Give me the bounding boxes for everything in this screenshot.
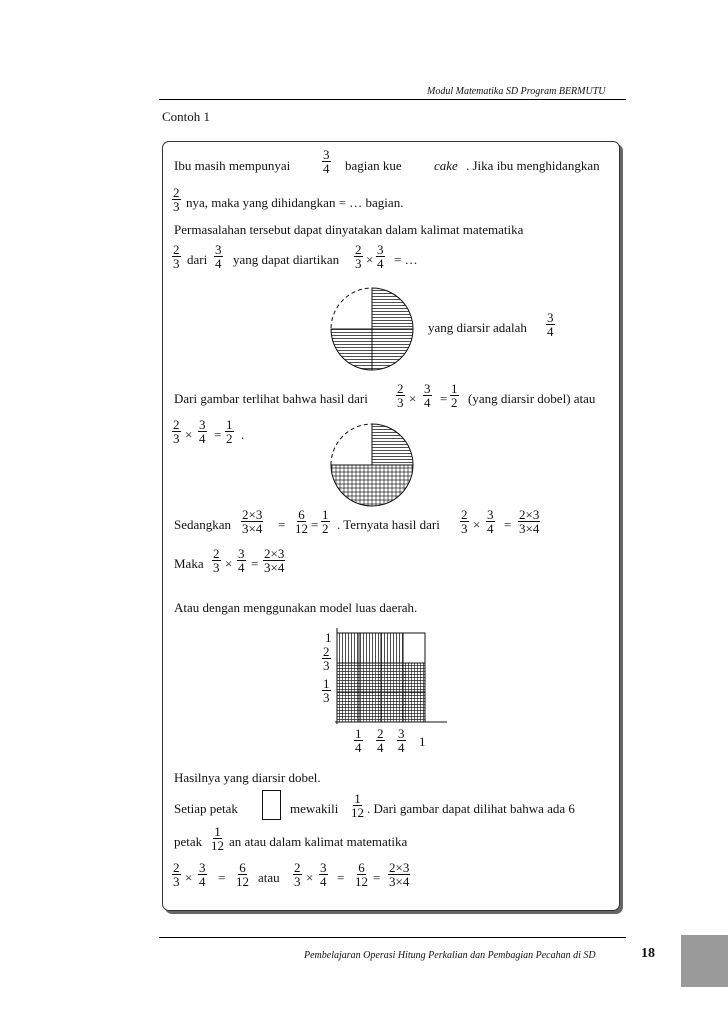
page-thumb-tab [681,935,728,987]
problem-line4-dari: dari [187,252,208,267]
problem-line1-d: . Jika ibu menghidangkan [466,158,600,173]
problem-line4-b: yang dapat diartikan [233,252,340,267]
fraction-2-3: $\frac{2}{3}$ [294,860,301,889]
sedangkan-mid: . Ternyata hasil dari [337,517,440,532]
fraction-3-4: $\frac{3}{4}$ [320,860,327,889]
circle-three-quarters-shaded [330,286,414,372]
fraction-2x3-3x4: $\frac{2\times 3}{3\times 4}$ [519,507,540,536]
fraction-6-12: $\frac{6}{12}$ [355,860,368,889]
equals-sign: = [440,391,448,406]
fraction-2x3-3x4: $\frac{2\times 3}{3\times 4}$ [389,860,410,889]
period: . [241,427,245,442]
sedangkan-word: Sedangkan [174,517,232,532]
equals-sign: = [214,427,222,442]
area-model-intro: Atau dengan menggunakan model luas daerah. [174,600,418,615]
fraction-2-3: $\frac{2}{3}$ [173,860,180,889]
axis-label-y-one: 1 [325,630,332,645]
equals-sign: = [311,517,319,532]
fraction-2-3: $\frac{2}{3}$ [461,507,468,536]
equals-sign: = [373,870,381,885]
times-sign: × [185,870,193,885]
fraction-2-3: $\frac{2}{3}$ [173,417,180,446]
times-sign: × [473,517,481,532]
fraction-1-12: $\frac{1}{12}$ [351,791,364,820]
conclusion-line1: Hasilnya yang diarsir dobel. [174,770,321,785]
section-title: Contoh 1 [162,109,211,124]
times-sign: × [225,556,233,571]
times-sign: × [306,870,314,885]
times-sign: × [366,252,374,267]
fraction-3-4: $\frac{3}{4}$ [238,546,245,575]
fraction-6-12: $\frac{6}{12}$ [295,507,308,536]
axis-label-x-one-quarter: $\frac{1}{4}$ [355,726,362,755]
equals-sign: = [504,517,512,532]
atau-word: atau [258,870,280,885]
fraction-2-3: $\frac{2}{3}$ [173,242,180,271]
area-model-grid [335,628,447,724]
problem-line1-a: Ibu masih mempunyai [174,158,291,173]
times-sign: × [409,391,417,406]
conclusion-petak: petak [174,834,203,849]
running-header: Modul Matematika SD Program BERMUTU [427,86,606,97]
fraction-3-4: $\frac{3}{4}$ [487,507,494,536]
axis-label-y-two-thirds: $\frac{2}{3}$ [323,644,330,673]
page-number: 18 [641,946,655,961]
axis-label-y-one-third: $\frac{1}{3}$ [323,676,330,705]
fraction-3-4: $\frac{3}{4}$ [323,147,330,176]
footer-text: Pembelajaran Operasi Hitung Perkalian dan Pembagian Pecahan di SD [304,950,596,961]
fraction-3-4: $\frac{3}{4}$ [547,310,554,339]
equals-sign: = [278,517,286,532]
unit-cell-box [262,790,281,820]
equals-sign: = [218,870,226,885]
equals-sign: = [251,556,259,571]
problem-line1-b: bagian kue [345,158,402,173]
shaded-label: yang diarsir adalah [428,320,527,335]
times-sign: × [185,427,193,442]
axis-label-x-three-quarters: $\frac{3}{4}$ [398,726,405,755]
problem-line3: Permasalahan tersebut dapat dinyatakan dalam kalimat matematika [174,222,524,237]
axis-label-x-two-quarters: $\frac{2}{4}$ [377,726,384,755]
fraction-3-4: $\frac{3}{4}$ [199,417,206,446]
fraction-1-2: $\frac{1}{2}$ [226,417,233,446]
fraction-2-3: $\frac{2}{3}$ [213,546,220,575]
problem-line4-d: = … [394,252,418,267]
footer-rule [159,937,626,938]
problem-line2: nya, maka yang dihidangkan = … bagian. [186,195,404,210]
fraction-6-12: $\frac{6}{12}$ [236,860,249,889]
fraction-2x3-3x4: $\frac{2\times 3}{3\times 4}$ [264,546,285,575]
fraction-2-3: $\frac{2}{3}$ [397,381,404,410]
circle-double-shaded [330,422,414,508]
fraction-2-3: $\frac{2}{3}$ [173,185,180,214]
fraction-3-4: $\frac{3}{4}$ [377,242,384,271]
fraction-2x3-3x4: $\frac{2\times 3}{3\times 4}$ [242,507,263,536]
maka-word: Maka [174,556,204,571]
problem-line1-cake: cake [434,158,458,173]
result-line-b: (yang diarsir dobel) atau [468,391,596,406]
fraction-3-4: $\frac{3}{4}$ [215,242,222,271]
fraction-3-4: $\frac{3}{4}$ [199,860,206,889]
conclusion-setiap: Setiap petak [174,801,238,816]
fraction-1-12: $\frac{1}{12}$ [211,824,224,853]
fraction-3-4: $\frac{3}{4}$ [424,381,431,410]
equals-sign: = [337,870,345,885]
header-rule [159,99,626,100]
conclusion-line3-b: an atau dalam kalimat matematika [229,834,408,849]
fraction-1-2: $\frac{1}{2}$ [322,507,329,536]
fraction-1-2: $\frac{1}{2}$ [451,381,458,410]
axis-label-x-one: 1 [419,734,426,749]
result-line-a: Dari gambar terlihat bahwa hasil dari [174,391,368,406]
conclusion-line2-b: . Dari gambar dapat dilihat bahwa ada 6 [367,801,575,816]
fraction-2-3: $\frac{2}{3}$ [355,242,362,271]
conclusion-mewakili: mewakili [290,801,339,816]
